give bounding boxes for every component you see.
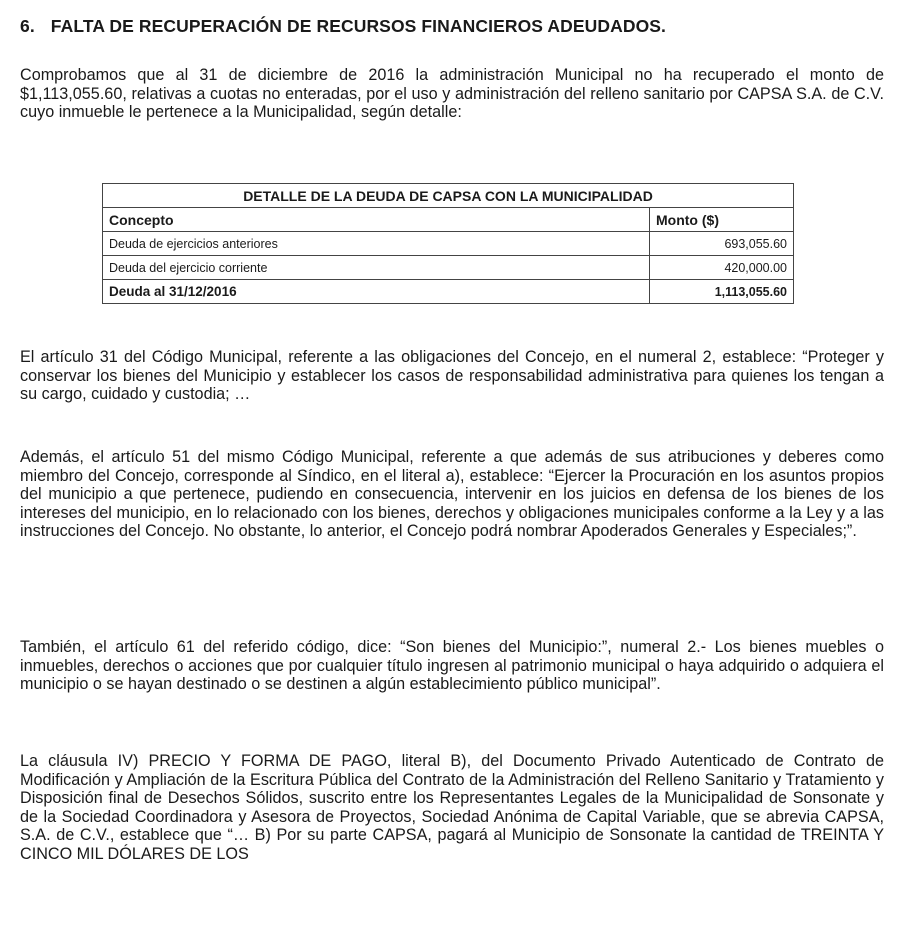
table-total-row [103,280,794,304]
row-concept: Deuda de ejercicios anteriores [103,232,650,256]
row-amount: 420,000.00 [650,256,794,280]
debt-table [102,183,794,304]
table-row [103,232,794,256]
row-amount: 693,055.60 [650,232,794,256]
column-header-concept: Concepto [103,208,650,232]
table-row [103,256,794,280]
column-header-amount: Monto ($) [650,208,794,232]
section-heading [20,16,666,37]
table-header-row [103,208,794,232]
paragraph-clause-iv: La cláusula IV) PRECIO Y FORMA DE PAGO, literal B), del Documento Privado Autenticado de Contrato de Modificación y Ampliación de la Escritura Pública del Contrato de la Administración del Relleno Sanitario y Tratamiento y Disposición final de Desechos Sólidos, suscrito entre los Representantes Legales de la Municipalidad de Sonsonate y de la Sociedad Coordinadora y Asesora de Proyectos, Sociedad Anónima de Capital Variable, que se abrevia CAPSA, S.A. de C.V., establece que “… B) Por su parte CAPSA, pagará al Municipio de Sonsonate la cantidad de TREINTA Y CINCO MIL DÓLARES DE LOS [20,752,884,863]
paragraph-article-31: El artículo 31 del Código Municipal, referente a las obligaciones del Concejo, en el numeral 2, establece: “Proteger y conservar los bienes del Municipio y establecer los casos de responsabilidad administrativa para quienes los tengan a su cargo, cuidado y custodia; … [20,348,884,404]
paragraph-article-61: También, el artículo 61 del referido código, dice: “Son bienes del Municipio:”, numeral 2.- Los bienes muebles o inmuebles, derechos o acciones que por cualquier título ingresen al patrimonio municipal o haya adquirido o adquiera el municipio o se hayan destinado o se destinen a algún establecimiento público municipal”. [20,638,884,694]
paragraph-finding: Comprobamos que al 31 de diciembre de 2016 la administración Municipal no ha recuperado el monto de $1,113,055.60, relativas a cuotas no enteradas, por el uso y administración del relleno sanitario por CAPSA S.A. de C.V. cuyo inmueble le pertenece a la Municipalidad, según detalle: [20,66,884,122]
section-title: FALTA DE RECUPERACIÓN DE RECURSOS FINANCIEROS ADEUDADOS. [50,16,667,36]
paragraph-article-51: Además, el artículo 51 del mismo Código Municipal, referente a que además de sus atribuciones y deberes como miembro del Concejo, corresponde al Síndico, en el literal a), establece: “Ejercer la Procuración en los asuntos propios del municipio a que pertenece, pudiendo en consecuencia, intervenir en los juicios en defensa de los bienes de los intereses del municipio, en lo relacionado con los bienes, derechos y obligaciones municipales conforme a la Ley y a las instrucciones del Concejo. No obstante, lo anterior, el Concejo podrá nombrar Apoderados Generales y Especiales;”. [20,448,884,541]
total-label: Deuda al 31/12/2016 [103,280,650,304]
total-amount: 1,113,055.60 [650,280,794,304]
row-concept: Deuda del ejercicio corriente [103,256,650,280]
section-number: 6. [20,16,35,36]
table-caption: DETALLE DE LA DEUDA DE CAPSA CON LA MUNICIPALIDAD [103,184,794,208]
